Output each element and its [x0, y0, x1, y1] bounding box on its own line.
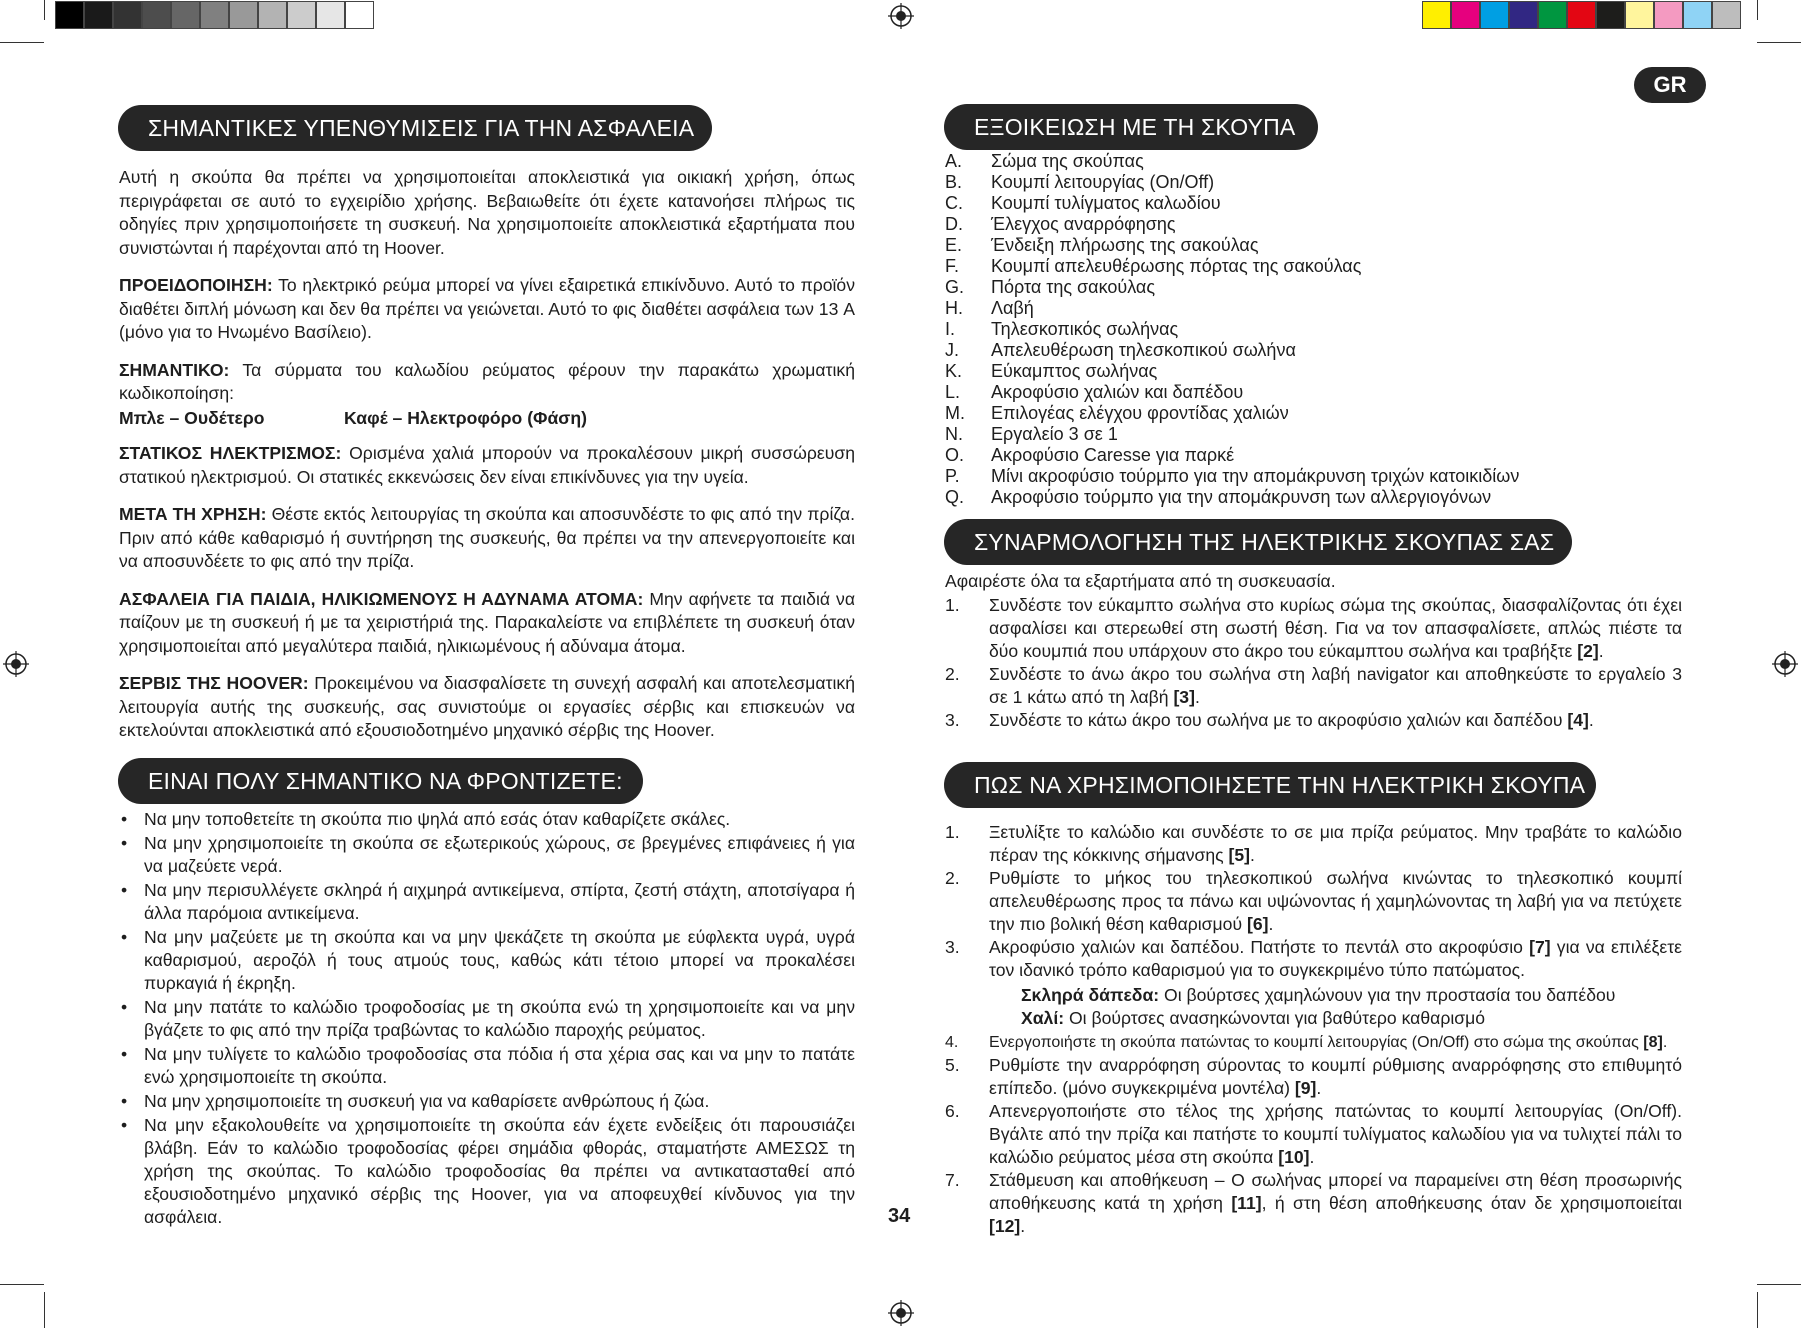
list-item: 5. Ρυθμίστε την αναρρόφηση σύροντας το κουμπί ρύθμισης αναρρόφησης στο επιθυμητό επίπεδο. (μόνο συγκεκριμένα μοντέλα) [9]. — [945, 1055, 1682, 1098]
trim-mark — [0, 42, 44, 43]
color-swatch — [1538, 1, 1567, 29]
color-swatch — [1422, 1, 1451, 29]
static-paragraph: ΣΤΑΤΙΚΟΣ ΗΛΕΚΤΡΙΣΜΟΣ: Ορισμένα χαλιά μπορούν να προκαλέσουν μικρή συσσώρευση στατικού ηλεκτρισμού. Οι στατικές εκκενώσεις δεν είναι επικίνδυνες για την υγεία. — [119, 443, 855, 487]
wire-brown: Καφέ – Ηλεκτροφόρο (Φάση) — [344, 407, 587, 428]
trim-mark — [1757, 0, 1758, 20]
after-use-paragraph: ΜΕΤΑ ΤΗ ΧΡΗΣΗ: Θέστε εκτός λειτουργίας τη σκούπα και αποσυνδέστε το φις από την πρίζα. Πριν από κάθε καθαρισμό ή συντήρηση της συσκευής, θα πρέπει να την απενεργοποιείτε και να αποσυνδέετε το φις από την πρίζα. — [119, 504, 855, 571]
list-item: 3. Συνδέστε το κάτω άκρο του σωλήνα με το ακροφύσιο χαλιών και δαπέδου [4]. — [945, 710, 1594, 730]
assembly-intro: Αφαιρέστε όλα τα εξαρτήματα από τη συσκευασία. — [945, 571, 1336, 591]
gray-swatch — [258, 1, 287, 29]
trim-mark — [0, 1284, 44, 1285]
language-badge: GR — [1634, 67, 1706, 103]
gray-swatch — [287, 1, 316, 29]
usage-steps-continued — [945, 1031, 1682, 1238]
color-swatch — [1596, 1, 1625, 29]
after-use-label: ΜΕΤΑ ΤΗ ΧΡΗΣΗ: — [119, 504, 267, 524]
important-care-heading: ΕΙΝΑΙ ΠΟΛΥ ΣΗΜΑΝΤΙΚΟ ΝΑ ΦΡΟΝΤΙΖΕΤΕ: — [118, 758, 643, 804]
wire-blue: Μπλε – Ουδέτερο — [119, 407, 265, 428]
gray-swatch — [316, 1, 345, 29]
list-item: O. Ακροφύσιο Caresse για παρκέ — [945, 445, 1235, 465]
list-item: • Να μην εξακολουθείτε να χρησιμοποιείτε τη σκούπα εάν έχετε ενδείξεις ότι παρουσιάζει βλάβη. Εάν το καλώδιο τροφοδοσίας φέρει σημάδια φθοράς, σταματήστε ΑΜΕΣΩΣ τη χρήση της σκούπας. Το καλώδιο τροφοδοσίας θα πρέπει να αντικατασταθεί από εξουσιοδοτημένο μηχανικό σέρβις της Hoover, για να αποφευχθεί κίνδυνος για την ασφάλεια. — [119, 1114, 855, 1229]
list-item: • Να μην τυλίγετε το καλώδιο τροφοδοσίας στα πόδια ή στα χέρια σας και να μην το πατάτε ενώ χρησιμοποιείτε τη σκούπα. — [119, 1043, 855, 1089]
gray-swatch — [55, 1, 84, 29]
list-item: I. Τηλεσκοπικός σωλήνας — [945, 319, 1179, 339]
gray-swatch — [200, 1, 229, 29]
registration-mark-icon — [888, 1300, 914, 1326]
trim-mark — [44, 1292, 45, 1328]
warning-paragraph: ΠΡΟΕΙΔΟΠΟΙΗΣΗ: Το ηλεκτρικό ρεύμα μπορεί να γίνει εξαιρετικά επικίνδυνο. Αυτό το προϊόν διαθέτει διπλή μόνωση και δεν θα πρέπει να γειώνεται. Αυτό το φις διαθέτει ασφάλεια των 13 A (μόνο για το Ηνωμένο Βασίλειο). — [119, 275, 855, 342]
list-item: D. Έλεγχος αναρρόφησης — [945, 214, 1176, 234]
list-item: 4. Ενεργοποιήστε τη σκούπα πατώντας το κουμπί λειτουργίας (On/Off) στο σώμα της σκούπας [8]. — [945, 1034, 1668, 1051]
registration-mark-icon — [1772, 651, 1798, 677]
list-item: F. Κουμπί απελευθέρωσης πόρτας της σακούλας — [945, 256, 1362, 276]
children-label: ΑΣΦΑΛΕΙΑ ΓΙΑ ΠΑΙΔΙΑ, ΗΛΙΚΙΩΜΕΝΟΥΣ Η ΑΔΥΝΑΜΑ ΑΤΟΜΑ: — [119, 588, 644, 609]
assembly-heading: ΣΥΝΑΡΜΟΛΟΓΗΣΗ ΤΗΣ ΗΛΕΚΤΡΙΚΗΣ ΣΚΟΥΠΑΣ ΣΑΣ — [944, 519, 1572, 565]
warning-label: ΠΡΟΕΙΔΟΠΟΙΗΣΗ: — [119, 275, 273, 295]
list-item: E. Ένδειξη πλήρωσης της σακούλας — [945, 235, 1259, 255]
list-item: M. Επιλογέας ελέγχου φροντίδας χαλιών — [945, 403, 1289, 423]
list-item: 7. Στάθμευση και αποθήκευση – Ο σωλήνας μπορεί να παραμείνει στη θέση προσωρινής αποθήκευσης κατά τη χρήση [11], ή στη θέση αποθήκευσης όταν δε χρησιμοποιείται [12]. — [945, 1170, 1682, 1236]
trim-mark — [1757, 42, 1801, 43]
list-item: P. Μίνι ακροφύσιο τούρμπο για την απομάκρυνση τριχών κατοικιδίων — [945, 466, 1520, 486]
list-item: • Να μην τοποθετείτε τη σκούπα πιο ψηλά από εσάς όταν καθαρίζετε σκάλες. — [119, 808, 855, 831]
important-label: ΣΗΜΑΝΤΙΚΟ: — [119, 359, 230, 380]
color-swatch — [1451, 1, 1480, 29]
list-item: C. Κουμπί τυλίγματος καλωδίου — [945, 193, 1221, 213]
usage-section — [945, 821, 1682, 1238]
list-item: 6. Απενεργοποιήστε στο τέλος της χρήσης πατώντας το κουμπί λειτουργίας (On/Off). Βγάλτε από την πρίζα και πατήστε το κουμπί τυλίγματος καλωδίου για να τυλιχτεί πάλι το καλώδιο ρεύματος μέσα στη σκούπα [10]. — [945, 1101, 1682, 1167]
safety-section — [119, 166, 855, 757]
get-to-know-heading: ΕΞΟΙΚΕΙΩΣΗ ΜΕ ΤΗ ΣΚΟΥΠΑ — [944, 104, 1318, 150]
wire-colors — [119, 407, 855, 431]
list-item: B. Κουμπί λειτουργίας (On/Off) — [945, 172, 1215, 192]
gray-swatch — [345, 1, 374, 29]
color-swatch — [1480, 1, 1509, 29]
list-item: 2. Ρυθμίστε το μήκος του τηλεσκοπικού σωλήνα κινώντας το τηλεσκοπικό κουμπί απελευθέρωσης προς τα πάνω και υψώνοντας ή χαμηλώνοντας τη λαβή για να πετύχετε την πιο βολική θέση καθαρισμού [6]. — [945, 868, 1682, 934]
trim-mark — [1757, 1284, 1801, 1285]
color-swatch — [1625, 1, 1654, 29]
intro-paragraph: Αυτή η σκούπα θα πρέπει να χρησιμοποιείται αποκλειστικά για οικιακή χρήση, όπως περιγράφεται σε αυτό το εγχειρίδιο χρήσης. Βεβαιωθείτε ότι έχετε κατανοήσει πλήρως τις οδηγίες πριν χρησιμοποιήσετε τη συσκευή. Να χρησιμοποιείτε αποκλειστικά εξαρτήματα που συνιστώνται ή παρέχονται από τη Hoover. — [119, 167, 855, 258]
assembly-section — [945, 570, 1682, 732]
page-number: 34 — [888, 1205, 911, 1227]
registration-mark-icon — [888, 3, 914, 29]
gray-swatch — [229, 1, 258, 29]
color-swatch — [1683, 1, 1712, 29]
list-item: 1. Συνδέστε τον εύκαμπτο σωλήνα στο κυρίως σώμα της σκούπας, διασφαλίζοντας ότι έχει ασφαλίσει και στερεωθεί στη σωστή θέση. Για να τον απασφαλίσετε, απλώς πιέστε τα δύο κουμπιά που υπάρχουν στο άκρο του εύκαμπτου σωλήνα και τραβήξτε [2]. — [945, 595, 1682, 661]
list-item: K. Εύκαμπτος σωλήνας — [945, 361, 1158, 381]
list-item: 3. Ακροφύσιο χαλιών και δαπέδου. Πατήστε το πεντάλ στο ακροφύσιο [7] για να επιλέξετε τον ιδανικό τρόπο καθαρισμού για το συγκεκριμένο τύπο πατώματος. — [945, 937, 1682, 980]
list-item: • Να μην χρησιμοποιείτε τη συσκευή για να καθαρίσετε ανθρώπους ή ζώα. — [119, 1090, 855, 1113]
care-list-section — [119, 808, 855, 1230]
parts-section — [945, 151, 1685, 508]
color-swatch — [1509, 1, 1538, 29]
list-item: • Να μην χρησιμοποιείτε τη σκούπα σε εξωτερικούς χώρους, σε βρεγμένες επιφάνειες ή για να μαζεύετε νερά. — [119, 832, 855, 878]
service-label: ΣΕΡΒΙΣ ΤΗΣ HOOVER: — [119, 673, 309, 693]
list-item: • Να μην περισυλλέγετε σκληρά ή αιχμηρά αντικείμενα, σπίρτα, ζεστή στάχτη, αποτσίγαρα ή άλλα παρόμοια αντικείμενα. — [119, 879, 855, 925]
hard-floors-line: Σκληρά δάπεδα: Οι βούρτσες χαμηλώνουν για την προστασία του δαπέδου — [1021, 985, 1616, 1005]
trim-mark — [1757, 1292, 1758, 1328]
care-bullet-list — [119, 808, 855, 1229]
hard-floors-label: Σκληρά δάπεδα: — [1021, 985, 1160, 1005]
list-item: • Να μην μαζεύετε με τη σκούπα και να μην ψεκάζετε τη σκούπα με εύφλεκτα υγρά, υγρά καθαρισμού, αεροζόλ ή τους ατμούς τους, καθώς κάτι τέτοιο μπορεί να προκαλέσει πυρκαγιά ή έκρηξη. — [119, 926, 855, 995]
assembly-steps — [945, 594, 1682, 732]
carpet-label: Χαλί: — [1021, 1008, 1065, 1028]
children-paragraph: ΑΣΦΑΛΕΙΑ ΓΙΑ ΠΑΙΔΙΑ, ΗΛΙΚΙΩΜΕΝΟΥΣ Η ΑΔΥΝΑΜΑ ΑΤΟΜΑ: Μην αφήνετε τα παιδιά να παίζουν με τη συσκευή ή με τα χειριστήριά της. Παρακαλείστε να επιβλέπετε τη συσκευή όταν χρησιμοποιείται από μεγαλύτερα παιδιά, ηλικιωμένους ή αδύναμα άτομα. — [119, 588, 855, 656]
registration-mark-icon — [3, 651, 29, 677]
service-paragraph: ΣΕΡΒΙΣ ΤΗΣ HOOVER: Προκειμένου να διασφαλίσετε τη συνεχή ασφαλή και αποτελεσματική λειτουργία αυτής της συσκευής, σας συνιστούμε οι εργασίες σέρβις και επισκευών να εκτελούνται αποκλειστικά από εξουσιοδοτημένο μηχανικό σέρβις της Hoover. — [119, 673, 855, 740]
carpet-line: Χαλί: Οι βούρτσες ανασηκώνονται για βαθύτερο καθαρισμό — [1021, 1008, 1486, 1028]
list-item: J. Απελευθέρωση τηλεσκοπικού σωλήνα — [945, 340, 1296, 360]
list-item: 1. Ξετυλίξτε το καλώδιο και συνδέστε το σε μια πρίζα ρεύματος. Μην τραβάτε το καλώδιο πέραν της κόκκινης σήμανσης [5]. — [945, 822, 1682, 865]
gray-swatch — [84, 1, 113, 29]
list-item: L. Ακροφύσιο χαλιών και δαπέδου — [945, 382, 1244, 402]
list-item: G. Πόρτα της σακούλας — [945, 277, 1156, 297]
list-item: A. Σώμα της σκούπας — [945, 151, 1144, 171]
list-item: • Να μην πατάτε το καλώδιο τροφοδοσίας με τη σκούπα ενώ τη χρησιμοποιείτε και να μην βγάζετε το φις από την πρίζα τραβώντας το καλώδιο παροχής ρεύματος. — [119, 996, 855, 1042]
list-item: H. Λαβή — [945, 298, 1034, 318]
usage-steps — [945, 821, 1682, 982]
list-item: N. Εργαλείο 3 σε 1 — [945, 424, 1118, 444]
color-swatch — [1712, 1, 1741, 29]
list-item: 2. Συνδέστε το άνω άκρο του σωλήνα στη λαβή navigator και αποθηκεύστε το εργαλείο 3 σε 1 κάτω από τη λαβή [3]. — [945, 664, 1682, 707]
color-swatch — [1654, 1, 1683, 29]
static-label: ΣΤΑΤΙΚΟΣ ΗΛΕΚΤΡΙΣΜΟΣ: — [119, 443, 342, 463]
list-item: Q. Ακροφύσιο τούρμπο για την απομάκρυνση των αλλεργιογόνων — [945, 487, 1492, 507]
safety-heading: ΣΗΜΑΝΤΙΚΕΣ ΥΠΕΝΘΥΜΙΣΕΙΣ ΓΙΑ ΤΗΝ ΑΣΦΑΛΕΙΑ — [118, 105, 712, 151]
important-paragraph: ΣΗΜΑΝΤΙΚΟ: Τα σύρματα του καλωδίου ρεύματος φέρουν την παρακάτω χρωματική κωδικοποίηση: Μπλε – Ουδέτερο Καφέ – Ηλεκτροφόρο (Φάση) — [119, 359, 855, 431]
parts-list — [945, 151, 1685, 508]
trim-mark — [44, 0, 45, 20]
color-swatch — [1567, 1, 1596, 29]
how-to-use-heading: ΠΩΣ ΝΑ ΧΡΗΣΙΜΟΠΟΙΗΣΕΤΕ ΤΗΝ ΗΛΕΚΤΡΙΚΗ ΣΚΟΥΠΑ — [944, 762, 1596, 808]
gray-swatch — [113, 1, 142, 29]
gray-swatch — [171, 1, 200, 29]
gray-swatch — [142, 1, 171, 29]
